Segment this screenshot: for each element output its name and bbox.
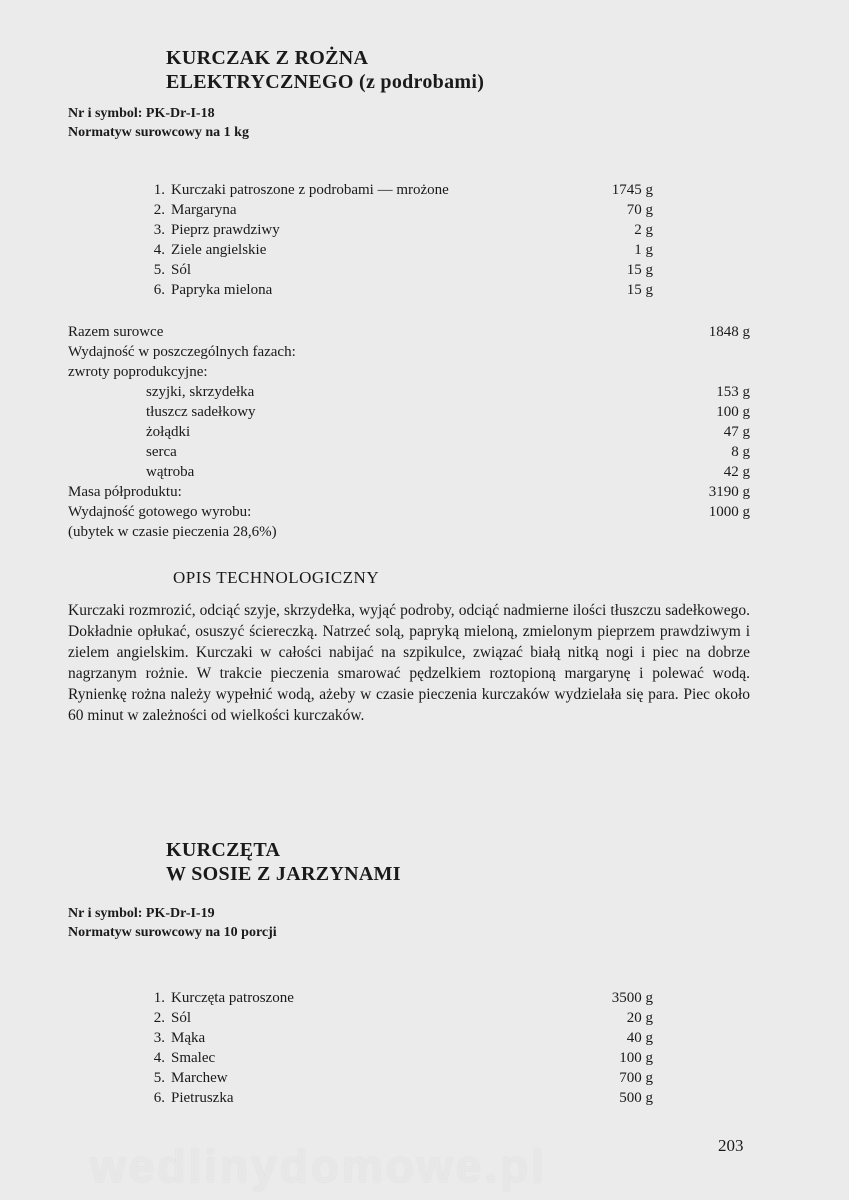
summary-quantity: 3190 g — [708, 484, 750, 500]
ingredient-number: 5. — [153, 1070, 165, 1086]
summary-row — [68, 342, 750, 362]
ingredient-name: Kurczaki patroszone z podrobami — mrożone — [171, 182, 449, 198]
ingredient-quantity: 500 g — [619, 1090, 653, 1106]
ingredient-row — [141, 1048, 653, 1068]
ingredient-row — [141, 1088, 653, 1108]
summary-row — [68, 382, 750, 402]
ingredient-number: 2. — [153, 1010, 165, 1026]
recipe1-norm: Normatyw surowcowy na 1 kg — [68, 125, 249, 140]
ingredient-quantity: 700 g — [619, 1070, 653, 1086]
recipe2-title — [166, 838, 401, 886]
ingredient-name: Marchew — [171, 1070, 228, 1086]
ingredient-number: 5. — [153, 262, 165, 278]
recipe1-symbol: Nr i symbol: PK-Dr-I-18 — [68, 106, 215, 121]
ingredient-number: 1. — [153, 182, 165, 198]
ingredient-row — [141, 988, 653, 1008]
summary-label: Masa półproduktu: — [68, 484, 182, 500]
summary-row — [68, 362, 750, 382]
recipe1-ingredients — [141, 180, 653, 300]
recipe2-meta — [68, 904, 277, 942]
ingredient-row — [141, 240, 653, 260]
ingredient-name: Sól — [171, 1010, 192, 1026]
recipe1-title-line2: ELEKTRYCZNEGO (z podrobami) — [166, 71, 485, 93]
ingredient-name: Smalec — [171, 1050, 216, 1066]
ingredient-quantity: 70 g — [626, 202, 653, 218]
recipe2-ingredients — [141, 988, 653, 1108]
ingredient-name: Margaryna — [171, 202, 237, 218]
ingredient-number: 6. — [153, 282, 165, 298]
summary-label: żołądki — [146, 424, 191, 440]
ingredient-number: 3. — [153, 222, 165, 238]
summary-quantity: 47 g — [723, 424, 750, 440]
summary-row — [68, 502, 750, 522]
ingredient-row — [141, 1008, 653, 1028]
ingredient-name: Pieprz prawdziwy — [171, 222, 280, 238]
ingredient-quantity: 15 g — [626, 262, 653, 278]
ingredient-quantity: 2 g — [634, 222, 653, 238]
summary-row — [68, 422, 750, 442]
summary-row — [68, 482, 750, 502]
summary-label: tłuszcz sadełkowy — [146, 404, 256, 420]
summary-label: serca — [146, 444, 177, 460]
recipe1-summary — [68, 322, 750, 542]
recipe2-norm: Normatyw surowcowy na 10 porcji — [68, 925, 277, 940]
recipe1-description: Kurczaki rozmrozić, odciąć szyje, skrzydełka, wyjąć podroby, odciąć nadmierne ilości tłuszczu sadełkowego. Dokładnie opłukać, osuszyć ściereczką. Natrzeć solą, papryką mieloną, zmielonym pieprzem prawdziwym i zielem angielskim. Kurczaki w całości nabijać na szpikulce, związać białą nitką nogi i piec na dobrze nagrzanym rożnie. W trakcie pieczenia smarować pędzelkiem roztopioną margarynę i polewać wodą. Rynienkę rożna należy wypełnić wodą, ażeby w czasie pieczenia kurczaków wydzielała się para. Piec około 60 minut w zależności od wielkości kurczaków. — [68, 602, 750, 724]
recipe1-title — [166, 46, 484, 94]
ingredient-name: Mąka — [171, 1030, 206, 1046]
ingredient-row — [141, 180, 653, 200]
summary-row — [68, 522, 750, 542]
recipe2-symbol: Nr i symbol: PK-Dr-I-19 — [68, 906, 215, 921]
ingredient-quantity: 15 g — [626, 282, 653, 298]
summary-label: zwroty poprodukcyjne: — [68, 364, 208, 380]
ingredient-quantity: 1 g — [634, 242, 653, 258]
summary-label: (ubytek w czasie pieczenia 28,6%) — [68, 524, 277, 540]
summary-label: Razem surowce — [68, 324, 164, 340]
ingredient-number: 6. — [153, 1090, 165, 1106]
summary-quantity: 100 g — [716, 404, 750, 420]
ingredient-number: 3. — [153, 1030, 165, 1046]
summary-label: szyjki, skrzydełka — [146, 384, 255, 400]
ingredient-quantity: 40 g — [626, 1030, 653, 1046]
page-number: 203 — [718, 1136, 744, 1155]
ingredient-name: Papryka mielona — [171, 282, 273, 298]
summary-row — [68, 462, 750, 482]
ingredient-number: 4. — [153, 242, 165, 258]
ingredient-number: 4. — [153, 1050, 165, 1066]
summary-row — [68, 402, 750, 422]
recipe1-meta — [68, 104, 249, 142]
summary-label: Wydajność gotowego wyrobu: — [68, 504, 252, 520]
section-heading: OPIS TECHNOLOGICZNY — [173, 568, 380, 587]
ingredient-number: 2. — [153, 202, 165, 218]
summary-quantity: 153 g — [716, 384, 750, 400]
ingredient-name: Sól — [171, 262, 192, 278]
ingredient-row — [141, 1028, 653, 1048]
ingredient-name: Ziele angielskie — [171, 242, 267, 258]
summary-quantity: 42 g — [723, 464, 750, 480]
recipe2-title-line1: KURCZĘTA — [166, 839, 281, 861]
summary-quantity: 1000 g — [708, 504, 750, 520]
ingredient-number: 1. — [153, 990, 165, 1006]
summary-label: wątroba — [146, 464, 195, 480]
ingredient-row — [141, 200, 653, 220]
recipe1-title-line1: KURCZAK Z ROŻNA — [166, 47, 369, 69]
ingredient-quantity: 100 g — [619, 1050, 653, 1066]
summary-row — [68, 442, 750, 462]
ingredient-quantity: 3500 g — [611, 990, 653, 1006]
summary-label: Wydajność w poszczególnych fazach: — [68, 344, 296, 360]
summary-quantity: 1848 g — [708, 324, 750, 340]
watermark: wedlinydomowe.pl — [90, 1140, 547, 1192]
summary-row — [68, 322, 750, 342]
ingredient-row — [141, 260, 653, 280]
ingredient-row — [141, 280, 653, 300]
ingredient-row — [141, 220, 653, 240]
ingredient-name: Pietruszka — [171, 1090, 234, 1106]
ingredient-name: Kurczęta patroszone — [171, 990, 294, 1006]
summary-quantity: 8 g — [731, 444, 750, 460]
ingredient-quantity: 1745 g — [611, 182, 653, 198]
recipe2-title-line2: W SOSIE Z JARZYNAMI — [166, 863, 401, 885]
ingredient-row — [141, 1068, 653, 1088]
ingredient-quantity: 20 g — [626, 1010, 653, 1026]
